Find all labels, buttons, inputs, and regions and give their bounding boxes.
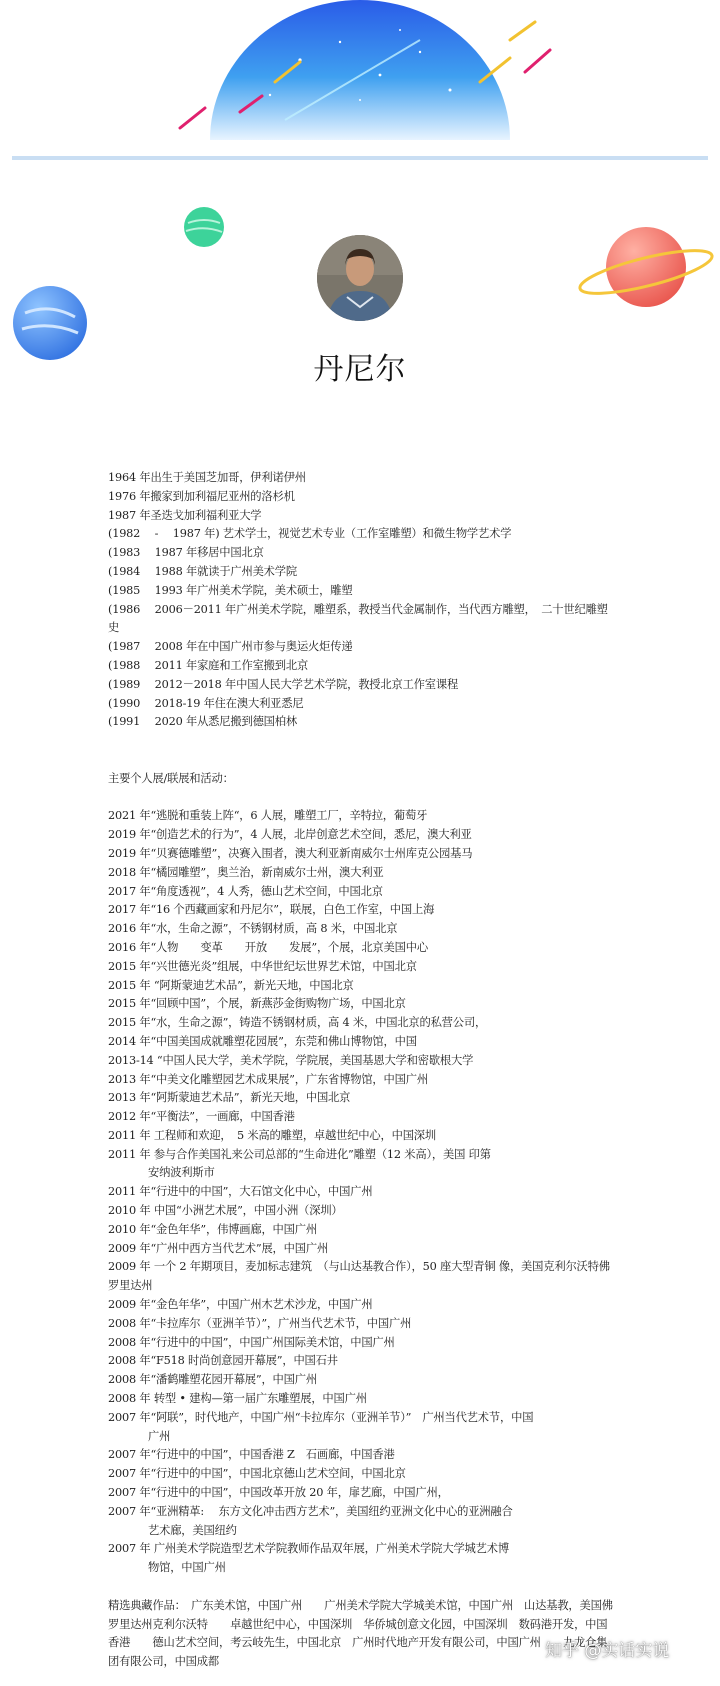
exhibition-item: 2017 年“角度透视”，4 人秀，德山艺术空间，中国北京: [108, 884, 383, 898]
profile-name: 丹尼尔: [313, 352, 407, 387]
exhibition-item: 2013 年“中美文化雕塑园艺术成果展”，广东省博物馆，中国广州: [108, 1072, 428, 1086]
exhibition-item: 2011 年 工程师和欢迎， 5 米高的雕塑，卓越世纪中心，中国深圳: [108, 1128, 436, 1142]
exhibition-item: 2015 年“兴世德光炎”组展，中华世纪坛世界艺术馆，中国北京: [108, 959, 417, 973]
exhibition-item: 2013 年“阿斯蒙迪艺术品”，新光天地，中国北京: [108, 1091, 351, 1105]
exhibition-item-continuation: 广州: [148, 1429, 171, 1443]
exhibition-list: [108, 807, 616, 1578]
watermark-text: 知乎 @实话实说: [545, 1641, 670, 1661]
exhibition-item: 2021 年“逃脱和重装上阵“，6 人展，雕塑工厂，辛特拉，葡萄牙: [108, 809, 428, 823]
exhibition-item: 2018 年“橘园雕塑”，奥兰治，新南威尔士州，澳大利亚: [108, 865, 384, 879]
exhibition-item: 2008 年“行进中的中国”，中国广州国际美术馆，中国广州: [108, 1335, 395, 1349]
exhibition-item: 2015 年“水，生命之源”，铸造不锈钢材质，高 4 米，中国北京的私营公司，: [108, 1016, 487, 1030]
bio-line: 1976 年搬家到加利福尼亚州的洛杉机: [108, 489, 295, 503]
biography-content: [108, 469, 616, 1672]
exhibition-item: 2007 年“亚洲精革: 东方文化冲击西方艺术”，美国纽约亚洲文化中心的亚洲融合: [108, 1504, 513, 1518]
red-ringed-planet-illustration: [578, 222, 718, 316]
exhibition-item: 2009 年“金色年华”，中国广州木艺术沙龙，中国广州: [108, 1298, 373, 1312]
bio-line: (1990 2018-19 年住在澳大利亚悉尼: [108, 696, 304, 710]
bio-line: 1964 年出生于美国芝加哥，伊利诺伊州: [108, 471, 306, 484]
header-divider: [12, 156, 708, 160]
exhibition-item: 2008 年“卡拉库尔（亚洲羊节）”，广州当代艺术节，中国广州: [108, 1316, 412, 1330]
exhibition-item: 2009 年 一个 2 年期项目，麦加标志建筑 （与山达基教合作），50 座大型青铜 像，美国克利尔沃特佛罗里达州: [108, 1260, 610, 1293]
bio-line: (1985 1993 年广州美术学院，美术硕士，雕塑: [108, 583, 353, 597]
bio-line: (1991 2020 年从悉尼搬到德国柏林: [108, 715, 297, 729]
exhibition-item: 2007 年“行进中的中国”，中国改革开放 20 年，扉艺廊，中国广州，: [108, 1486, 449, 1500]
bio-line: (1988 2011 年家庭和工作室搬到北京: [108, 658, 309, 672]
exhibition-item: 2007 年“行进中的中国”，中国北京德山艺术空间，中国北京: [108, 1467, 406, 1481]
exhibition-item: 2014 年“中国美国成就雕塑花园展”，东莞和佛山博物馆，中国: [108, 1034, 417, 1048]
green-planet-illustration: [182, 205, 226, 249]
exhibition-item: 2008 年 转型 • 建构—第一届广东雕塑展，中国广州: [108, 1392, 367, 1406]
bio-line: (1984 1988 年就读于广州美术学院: [108, 564, 297, 578]
exhibition-item: 2019 年“贝赛德雕塑”，决赛入围者，澳大利亚新南威尔士州库克公园基马: [108, 846, 473, 860]
exhibition-item: 2016 年“水，生命之源”，不锈钢材质，高 8 米，中国北京: [108, 922, 398, 936]
exhibition-item: 2010 年“金色年华”，伟博画廊，中国广州: [108, 1222, 317, 1236]
exhibition-item: 2009 年“广州中西方当代艺术”展，中国广州: [108, 1241, 329, 1255]
exhibition-item: 2010 年 中国“小洲艺术展”，中国小洲（深圳）: [108, 1204, 343, 1218]
exhibition-item: 2007 年“行进中的中国”，中国香港 Z 石画廊，中国香港: [108, 1448, 395, 1462]
exhibition-item: 2012 年“平衡法”，一画廊，中国香港: [108, 1110, 295, 1124]
exhibition-item-continuation: 安纳波利斯市: [148, 1166, 215, 1180]
exhibition-item: 2008 年“F518 时尚创意园开幕展”，中国石井: [108, 1354, 338, 1368]
exhibition-item: 2013-14 “中国人民大学，美术学院，学院展，美国基恩大学和密歇根大学: [108, 1053, 474, 1067]
exhibition-item: 2011 年“行进中的中国”，大石馆文化中心，中国广州: [108, 1185, 373, 1199]
exhibitions-heading: 主要个人展/联展和活动：: [108, 771, 234, 785]
exhibition-item: 2017 年“16 个西藏画家和丹尼尔”，联展，白色工作室，中国上海: [108, 903, 435, 917]
bio-line: (1982 - 1987 年) 艺术学士，视觉艺术专业（工作室雕塑）和微生物学艺术学: [108, 527, 512, 541]
exhibition-item-continuation: 物馆，中国广州: [148, 1561, 226, 1575]
exhibition-item: 2016 年“人物 变革 开放 发展”，个展，北京美国中心: [108, 940, 428, 954]
bio-line: (1987 2008 年在中国广州市参与奥运火炬传递: [108, 640, 353, 654]
exhibition-item: 2019 年“创造艺术的行为”，4 人展，北岸创意艺术空间，悉尼，澳大利亚: [108, 828, 472, 842]
exhibition-item: 2007 年“阿联”，时代地产，中国广州“卡拉库尔（亚洲羊节）” 广州当代艺术节，中国: [108, 1410, 534, 1424]
exhibition-item: 2008 年“潘鹤雕塑花园开幕展”，中国广州: [108, 1373, 317, 1387]
exhibition-item-continuation: 艺术廊，美国纽约: [148, 1523, 237, 1537]
exhibition-item: 2015 年“回顾中国”，个展，新燕莎金街购物广场，中国北京: [108, 997, 406, 1011]
bio-list: [108, 469, 616, 732]
exhibition-item: 2011 年 参与合作美国礼来公司总部的“生命进化”雕塑（12 米高），美国 印第: [108, 1147, 491, 1161]
bio-line: (1989 2012－2018 年中国人民大学艺术学院，教授北京工作室课程: [108, 677, 459, 691]
exhibition-item: 2015 年 “阿斯蒙迪艺术品”，新光天地，中国北京: [108, 978, 354, 992]
bio-line: (1983 1987 年移居中国北京: [108, 546, 264, 560]
exhibition-item: 2007 年 广州美术学院造型艺术学院教师作品双年展，广州美术学院大学城艺术博: [108, 1542, 509, 1556]
profile-avatar: [317, 235, 403, 321]
header-dome-illustration: [0, 0, 720, 160]
bio-line: (1986 2006－2011 年广州美术学院，雕塑系，教授当代金属制作，当代西方雕塑， 二十世纪雕塑史: [108, 602, 608, 635]
bio-line: 1987 年圣迭戈加利福利亚大学: [108, 508, 262, 522]
collections-text: 精选典藏作品： 广东美术馆，中国广州 广州美术学院大学城美术馆，中国广州 山达基教，美国佛罗里达州克利尔沃特 卓越世纪中心，中国深圳 华侨城创意文化园，中国深圳 数码港开发，中国香港 德山艺术空间，考云岐先生，中国北京 广州时代地产开发有限公司，中国广州 九龙仓集团有限公司，中国成都: [108, 1598, 613, 1669]
